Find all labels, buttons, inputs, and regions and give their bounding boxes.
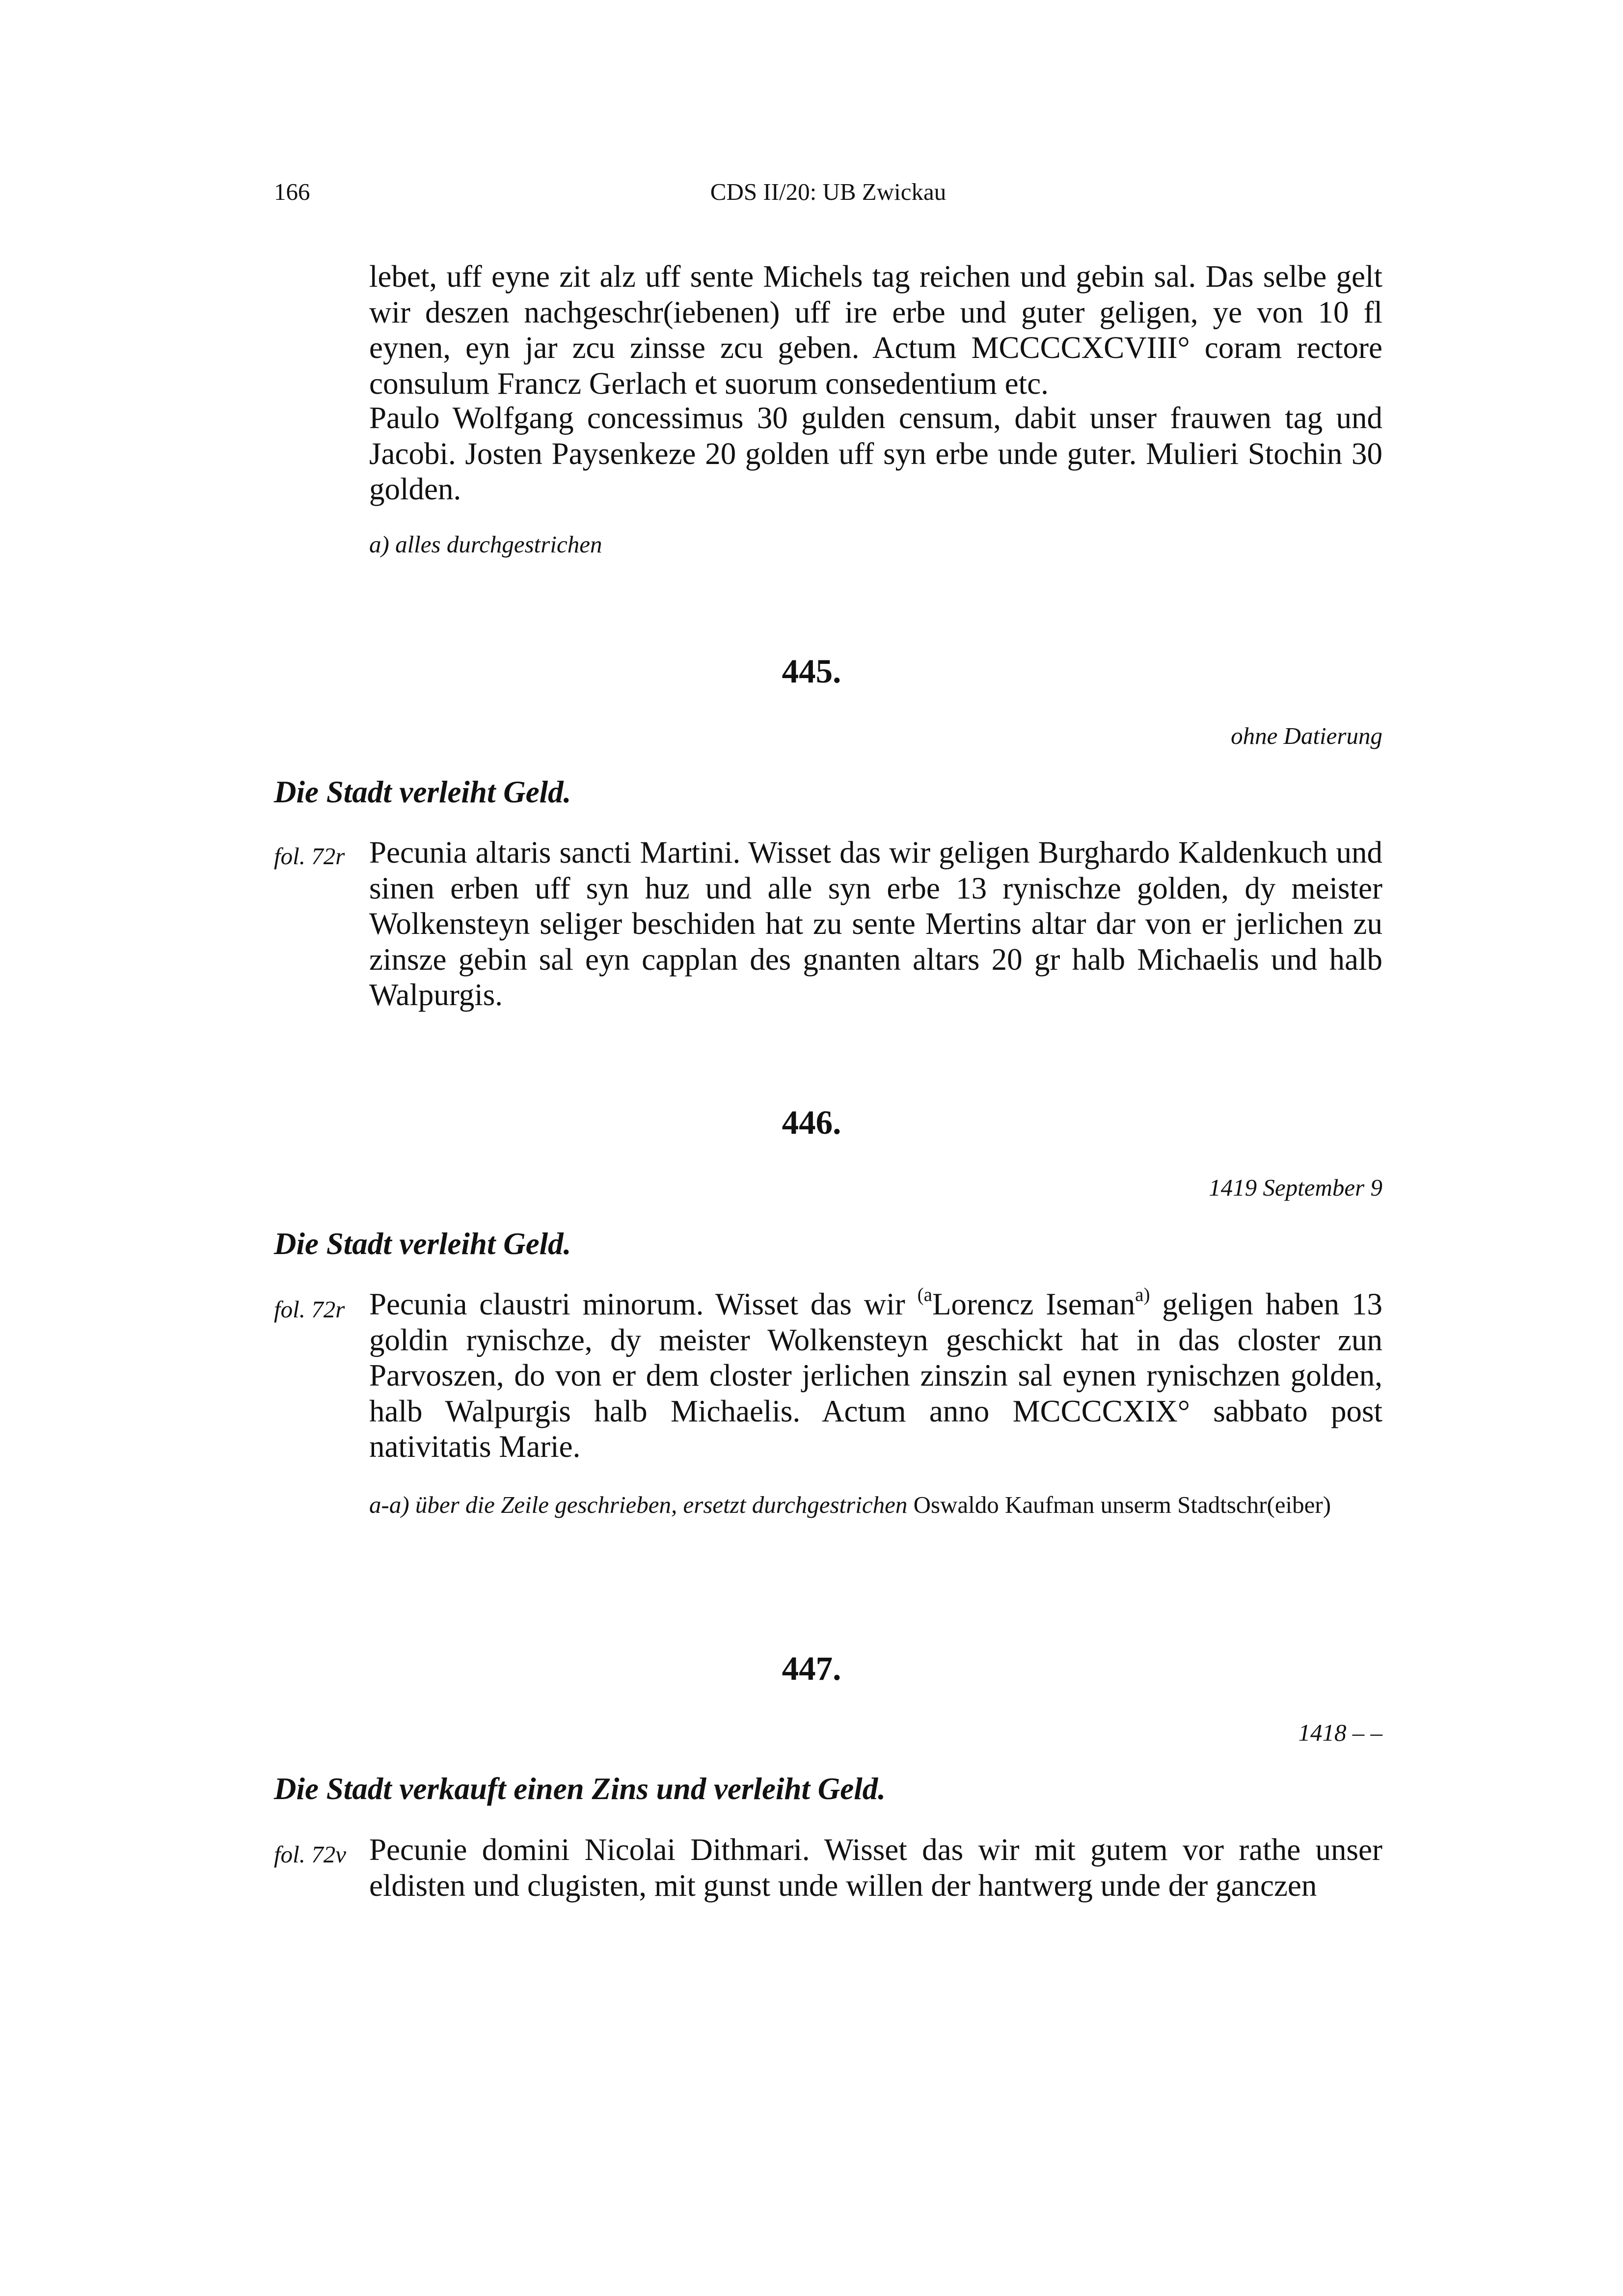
page-number: 166 xyxy=(274,178,310,205)
running-header xyxy=(274,178,1382,212)
entry-footnote xyxy=(369,1489,1382,1521)
entry-number: 447. xyxy=(782,1650,841,1687)
entry-text: Pecunia altaris sancti Martini. Wisset das wir geligen Burghardo Kaldenkuch und sinen erben uff syn huz und alle syn erbe 13 rynischze golden, dy meister Wolkensteyn seliger beschiden hat zu sente Mertins altar dar von er jerlichen zu zinsze gebin sal eyn capplan des gnanten altars 20 gr halb Michaelis und halb Walpurgis. xyxy=(369,835,1382,1012)
entry-number: 446. xyxy=(782,1104,841,1141)
footnote-marker-close: a) xyxy=(1135,1284,1150,1306)
folio-reference: fol. 72v xyxy=(274,1841,346,1868)
running-title: CDS II/20: UB Zwickau xyxy=(710,178,947,205)
footnote-italic: a-a) über die Zeile geschrieben, ersetzt durchgestrichen xyxy=(369,1491,908,1518)
entry-text: Pecunie domini Nicolai Dithmari. Wisset das wir mit gutem vor rathe unser eldisten und clugisten, mit gunst unde willen der hantwerg unde der ganczen xyxy=(369,1832,1382,1903)
entry-text-rest: geligen haben 13 goldin rynischze, dy meister Wolkensteyn geschickt hat in das closter zun Parvoszen, do von er dem closter jerlichen zinszin sal eynen rynischzen golden, halb Walpurgis halb Michaelis. Actum anno MCCCCXIX° sabbato post nativitatis Marie. xyxy=(369,1287,1382,1464)
entry-date: 1418 – – xyxy=(1298,1719,1382,1746)
continuation-paragraph-2: Paulo Wolfgang concessimus 30 gulden censum, dabit unser frauwen tag und Jacobi. Josten Paysenkeze 20 golden uff syn erbe unde guter. Mulieri Stochin 30 golden. xyxy=(369,401,1382,506)
entry-heading: Die Stadt verkauft einen Zins und verleiht Geld. xyxy=(274,1772,886,1806)
continuation-paragraph-1: lebet, uff eyne zit alz uff sente Michels tag reichen und gebin sal. Das selbe gelt wir deszen nachgeschr(iebenen) uff ire erbe und guter geligen, ye von 10 fl eynen, eyn jar zcu zinsse zcu geben. Actum MCCCCXCVIII° coram rectore consulum Francz Gerlach et suorum consedentium etc. xyxy=(369,259,1382,401)
entry-date: 1419 September 9 xyxy=(1209,1174,1382,1201)
entry-heading: Die Stadt verleiht Geld. xyxy=(274,775,571,809)
entry-number: 445. xyxy=(782,653,841,690)
footnote-text: a) alles durchgestrichen xyxy=(369,531,602,558)
footnote-roman: Oswaldo Kaufman unserm Stadtschr(eiber) xyxy=(907,1491,1331,1518)
inserted-name: Lorencz Iseman xyxy=(932,1287,1136,1321)
entry-date: ohne Datierung xyxy=(1231,722,1382,749)
entry-heading: Die Stadt verleiht Geld. xyxy=(274,1227,571,1261)
continuation-footnote xyxy=(369,528,1382,561)
entry-text-start: Pecunia claustri minorum. Wisset das wir xyxy=(369,1287,918,1321)
folio-reference: fol. 72r xyxy=(274,1296,345,1323)
folio-reference: fol. 72r xyxy=(274,843,345,870)
entry-text xyxy=(369,1286,1382,1465)
footnote-marker-open: (a xyxy=(917,1284,932,1306)
